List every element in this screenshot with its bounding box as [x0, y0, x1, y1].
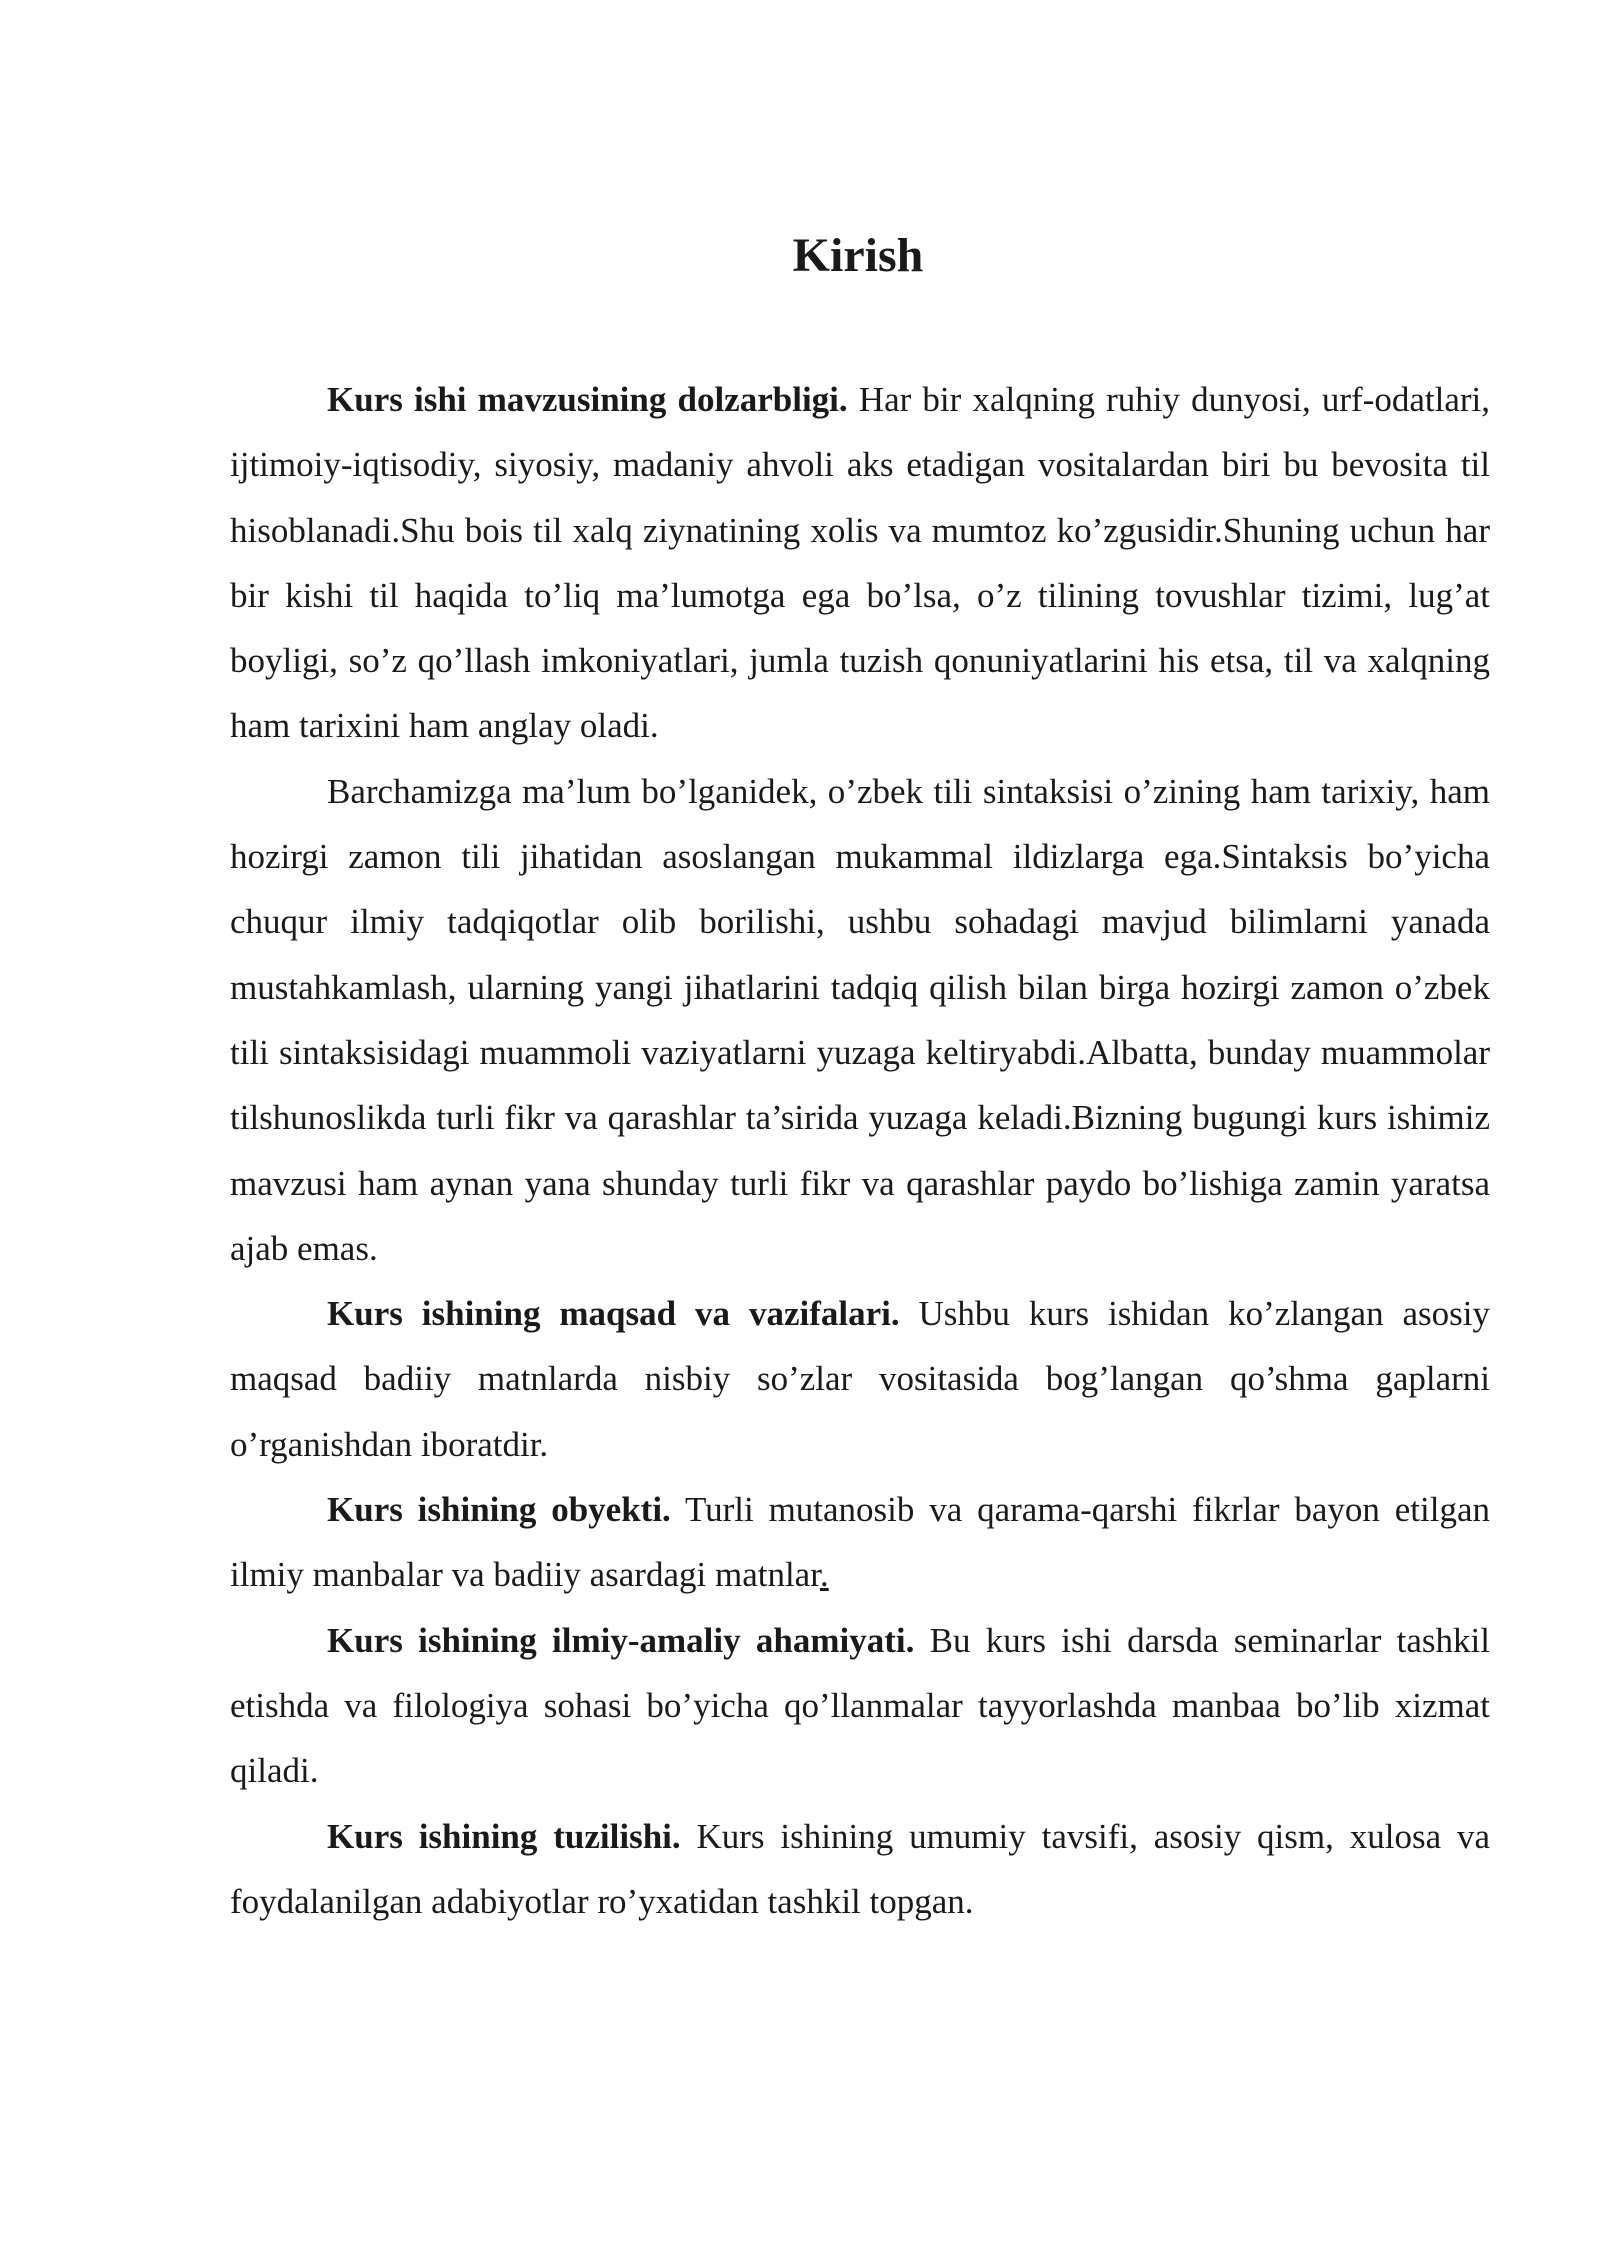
paragraph-goals: [230, 1281, 1490, 1477]
paragraph-text: Ushbu kurs ishidan ko’zlangan asosiy maqsad badiiy matnlarda nisbiy so’zlar vositasida bog’langan qo’shma gaplarni o’rganishdan iboratdir.: [230, 1294, 1491, 1464]
paragraph-structure: [230, 1804, 1490, 1935]
paragraph-heading: Kurs ishining obyekti.: [327, 1490, 671, 1530]
page-title: Kirish: [792, 229, 924, 282]
paragraph-text: Kurs ishining umumiy tavsifi, asosiy qism, xulosa va foydalanilgan adabiyotlar ro’yxatidan tashkil topgan.: [230, 1816, 1490, 1921]
paragraph-heading: Kurs ishining ilmiy-amaliy ahamiyati.: [327, 1620, 915, 1660]
paragraph-object: [230, 1477, 1490, 1608]
paragraph-relevance: [230, 367, 1490, 759]
paragraph-syntax: [230, 759, 1490, 1281]
document-body: [230, 367, 1490, 1934]
paragraph-text: Turli mutanosib va qarama-qarshi fikrlar bayon etilgan ilmiy manbalar va badiiy asardagi matnlar: [230, 1490, 1490, 1595]
paragraph-significance: [230, 1608, 1490, 1804]
paragraph-text: Har bir xalqning ruhiy dunyosi, urf-odatlari, ijtimoiy-iqtisodiy, siyosiy, madaniy ahvoli aks etadigan vositalardan biri bu bevosita til hisoblanadi.Shu bois til xalq ziynatining xolis va mumtoz ko’zgusidir.Shuning uchun har bir kishi til haqida to’liq ma’lumotga ega bo’lsa, o’z tilining tovushlar tizimi, lug’at boyligi, so’z qo’llash imkoniyatlari, jumla tuzish qonuniyatlarini his etsa, til va xalqning ham tarixini ham anglay oladi.: [230, 380, 1490, 746]
paragraph-end-mark: .: [819, 1555, 829, 1595]
paragraph-heading: Kurs ishi mavzusining dolzarbligi.: [327, 380, 848, 419]
paragraph-heading: Kurs ishining maqsad va vazifalari.: [327, 1294, 900, 1334]
paragraph-text: Bu kurs ishi darsda seminarlar tashkil etishda va filologiya sohasi bo’yicha qo’llanmalar tayyorlashda manbaa bo’lib xizmat qiladi.: [230, 1620, 1490, 1791]
paragraph-text: Barchamizga ma’lum bo’lganidek, o’zbek tili sintaksisi o’zining ham tarixiy, ham hozirgi zamon tili jihatidan asoslangan mukammal ildizlarga ega.Sintaksis bo’yicha chuqur ilmiy tadqiqotlar olib borilishi, ushbu sohadagi mavjud bilimlarni yanada mustahkamlash, ularning yangi jihatlarini tadqiq qilish bilan birga hozirgi zamon o’zbek tili sintaksisidagi muammoli vaziyatlarni yuzaga keltiryabdi.Albatta, bunday muammolar tilshunoslikda turli fikr va qarashlar ta’sirida yuzaga keladi.Bizning bugungi kurs ishimiz mavzusi ham aynan yana shunday turli fikr va qarashlar paydo bo’lishiga zamin yaratsa ajab emas.: [230, 771, 1490, 1268]
paragraph-heading: Kurs ishining tuzilishi.: [327, 1816, 681, 1856]
